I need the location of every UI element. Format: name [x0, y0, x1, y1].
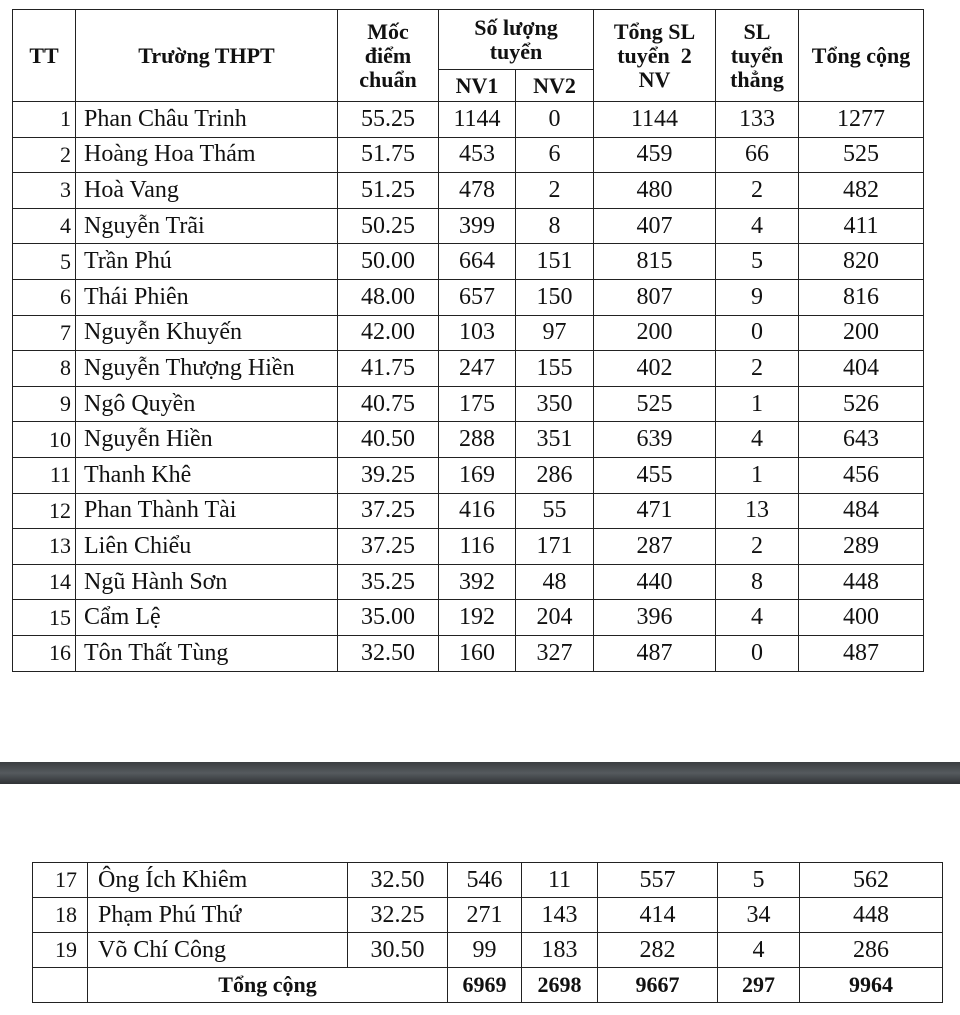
cell-total-2nv: 200 [594, 315, 716, 351]
cell-total-2nv: 287 [594, 529, 716, 565]
cell-total: 400 [799, 600, 924, 636]
cell-direct: 133 [716, 102, 799, 138]
header-total-2nv-line2: tuyển 2 [617, 42, 692, 68]
header-direct-line2: tuyển [730, 42, 784, 68]
cell-nv1: 103 [439, 315, 516, 351]
cell-total: 816 [799, 279, 924, 315]
table-row [13, 529, 924, 565]
cell-school: Võ Chí Công [88, 933, 348, 968]
cell-tt: 13 [13, 529, 76, 565]
cell-school: Ngũ Hành Sơn [76, 564, 338, 600]
cell-tt: 2 [13, 137, 76, 173]
cell-direct: 0 [716, 635, 799, 671]
cell-tt: 10 [13, 422, 76, 458]
cell-tt: 1 [13, 102, 76, 138]
cell-tt: 4 [13, 208, 76, 244]
cell-tt: 17 [33, 863, 88, 898]
cell-nv1: 160 [439, 635, 516, 671]
totals-label: Tổng cộng [88, 968, 448, 1003]
header-grand-total: Tổng cộng [799, 10, 924, 102]
cell-nv1: 546 [448, 863, 522, 898]
cell-total-2nv: 440 [594, 564, 716, 600]
cell-tt: 5 [13, 244, 76, 280]
cell-nv2: 351 [516, 422, 594, 458]
cell-direct: 2 [716, 173, 799, 209]
cell-tt: 7 [13, 315, 76, 351]
cell-direct: 2 [716, 351, 799, 387]
cell-direct: 4 [716, 422, 799, 458]
cell-direct: 1 [716, 457, 799, 493]
cell-cutoff: 51.25 [338, 173, 439, 209]
cell-nv1: 1144 [439, 102, 516, 138]
cell-direct: 9 [716, 279, 799, 315]
cell-school: Hoà Vang [76, 173, 338, 209]
cell-total-2nv: 807 [594, 279, 716, 315]
cell-school: Cẩm Lệ [76, 600, 338, 636]
cell-school: Phan Thành Tài [76, 493, 338, 529]
cell-cutoff: 32.25 [348, 898, 448, 933]
cell-cutoff: 32.50 [338, 635, 439, 671]
cell-total-2nv: 282 [598, 933, 718, 968]
cell-total-2nv: 455 [594, 457, 716, 493]
table-row [13, 457, 924, 493]
table-row [13, 564, 924, 600]
cell-tt: 18 [33, 898, 88, 933]
cell-cutoff: 37.25 [338, 493, 439, 529]
header-direct [716, 10, 799, 102]
cell-nv2: 55 [516, 493, 594, 529]
header-cutoff [338, 10, 439, 102]
cell-nv2: 350 [516, 386, 594, 422]
cell-total: 526 [799, 386, 924, 422]
cell-nv2: 48 [516, 564, 594, 600]
totals-direct: 297 [718, 968, 800, 1003]
cell-total-2nv: 480 [594, 173, 716, 209]
totals-tt-cell [33, 968, 88, 1003]
cell-total-2nv: 402 [594, 351, 716, 387]
header-nv2: NV2 [516, 70, 594, 102]
cell-tt: 9 [13, 386, 76, 422]
table-row [13, 279, 924, 315]
cell-school: Phan Châu Trinh [76, 102, 338, 138]
totals-row [33, 968, 943, 1003]
cell-nv1: 453 [439, 137, 516, 173]
cell-nv1: 657 [439, 279, 516, 315]
cell-total: 525 [799, 137, 924, 173]
cell-nv2: 8 [516, 208, 594, 244]
cell-tt: 19 [33, 933, 88, 968]
cell-nv1: 664 [439, 244, 516, 280]
cell-nv2: 327 [516, 635, 594, 671]
cell-school: Nguyễn Trãi [76, 208, 338, 244]
cell-total: 643 [799, 422, 924, 458]
cell-nv1: 399 [439, 208, 516, 244]
page-separator [0, 762, 960, 784]
cell-direct: 13 [716, 493, 799, 529]
table-row [13, 173, 924, 209]
header-school: Trường THPT [76, 10, 338, 102]
cell-direct: 0 [716, 315, 799, 351]
cell-total-2nv: 557 [598, 863, 718, 898]
cell-nv1: 192 [439, 600, 516, 636]
cell-nv1: 99 [448, 933, 522, 968]
cell-total: 448 [799, 564, 924, 600]
cell-school: Thái Phiên [76, 279, 338, 315]
header-cutoff-line2: điểm [364, 42, 412, 68]
header-quantity-line1: Số lượng [474, 14, 558, 40]
cell-nv2: 204 [516, 600, 594, 636]
table-row [13, 137, 924, 173]
cell-tt: 11 [13, 457, 76, 493]
cell-total: 404 [799, 351, 924, 387]
cell-school: Trần Phú [76, 244, 338, 280]
cell-total: 411 [799, 208, 924, 244]
cell-cutoff: 50.00 [338, 244, 439, 280]
cell-tt: 15 [13, 600, 76, 636]
header-cutoff-line1: Mốc [367, 18, 409, 44]
cell-total: 448 [800, 898, 943, 933]
header-direct-line3: thẳng [730, 66, 784, 92]
cell-nv2: 286 [516, 457, 594, 493]
cell-total-2nv: 471 [594, 493, 716, 529]
totals-nv1: 6969 [448, 968, 522, 1003]
cell-total-2nv: 487 [594, 635, 716, 671]
cell-cutoff: 32.50 [348, 863, 448, 898]
cell-cutoff: 50.25 [338, 208, 439, 244]
table-row [13, 351, 924, 387]
cell-tt: 6 [13, 279, 76, 315]
table-row [13, 600, 924, 636]
table-bottom-body [33, 863, 943, 968]
cell-nv2: 151 [516, 244, 594, 280]
cell-direct: 5 [718, 863, 800, 898]
table-row [33, 863, 943, 898]
table-row [13, 208, 924, 244]
header-nv1: NV1 [439, 70, 516, 102]
cell-direct: 34 [718, 898, 800, 933]
cell-direct: 4 [716, 208, 799, 244]
cell-total: 286 [800, 933, 943, 968]
cell-nv2: 183 [522, 933, 598, 968]
cell-total-2nv: 414 [598, 898, 718, 933]
cell-total-2nv: 407 [594, 208, 716, 244]
cell-school: Tôn Thất Tùng [76, 635, 338, 671]
cell-nv1: 478 [439, 173, 516, 209]
header-direct-line1: SL [743, 18, 771, 44]
cell-cutoff: 37.25 [338, 529, 439, 565]
cell-total: 820 [799, 244, 924, 280]
cell-total: 289 [799, 529, 924, 565]
header-total-2nv-line3: NV [638, 66, 671, 92]
cell-total-2nv: 459 [594, 137, 716, 173]
cell-school: Thanh Khê [76, 457, 338, 493]
cell-tt: 14 [13, 564, 76, 600]
table-row [13, 635, 924, 671]
cell-total: 1277 [799, 102, 924, 138]
header-quantity-line2: tuyển [489, 38, 543, 64]
cell-total: 562 [800, 863, 943, 898]
cell-cutoff: 39.25 [338, 457, 439, 493]
cell-total: 200 [799, 315, 924, 351]
cell-direct: 66 [716, 137, 799, 173]
cell-cutoff: 41.75 [338, 351, 439, 387]
cell-direct: 4 [718, 933, 800, 968]
cell-tt: 16 [13, 635, 76, 671]
table-row [33, 898, 943, 933]
cell-total-2nv: 815 [594, 244, 716, 280]
header-cutoff-line3: chuẩn [359, 66, 417, 92]
totals-total-2nv: 9667 [598, 968, 718, 1003]
cell-tt: 3 [13, 173, 76, 209]
table-row [13, 493, 924, 529]
cell-total-2nv: 1144 [594, 102, 716, 138]
admission-table-top [12, 9, 924, 672]
cell-nv1: 392 [439, 564, 516, 600]
cell-nv2: 0 [516, 102, 594, 138]
cell-direct: 8 [716, 564, 799, 600]
cell-nv2: 171 [516, 529, 594, 565]
cell-cutoff: 42.00 [338, 315, 439, 351]
table-row [13, 422, 924, 458]
cell-nv2: 97 [516, 315, 594, 351]
cell-nv2: 6 [516, 137, 594, 173]
table-row [33, 933, 943, 968]
cell-cutoff: 40.75 [338, 386, 439, 422]
cell-total: 482 [799, 173, 924, 209]
cell-cutoff: 48.00 [338, 279, 439, 315]
cell-direct: 5 [716, 244, 799, 280]
cell-nv1: 288 [439, 422, 516, 458]
header-total-2nv [594, 10, 716, 102]
cell-total-2nv: 639 [594, 422, 716, 458]
cell-school: Ông Ích Khiêm [88, 863, 348, 898]
cell-cutoff: 35.25 [338, 564, 439, 600]
cell-tt: 8 [13, 351, 76, 387]
cell-direct: 4 [716, 600, 799, 636]
cell-school: Hoàng Hoa Thám [76, 137, 338, 173]
cell-cutoff: 51.75 [338, 137, 439, 173]
cell-cutoff: 40.50 [338, 422, 439, 458]
totals-nv2: 2698 [522, 968, 598, 1003]
cell-nv1: 247 [439, 351, 516, 387]
cell-direct: 2 [716, 529, 799, 565]
cell-nv2: 150 [516, 279, 594, 315]
cell-nv1: 271 [448, 898, 522, 933]
admission-table-bottom [32, 862, 943, 1003]
cell-total: 456 [799, 457, 924, 493]
cell-direct: 1 [716, 386, 799, 422]
cell-school: Nguyễn Khuyến [76, 315, 338, 351]
cell-total-2nv: 396 [594, 600, 716, 636]
table-top-body [13, 102, 924, 672]
cell-nv2: 143 [522, 898, 598, 933]
header-quantity [439, 10, 594, 70]
cell-school: Phạm Phú Thứ [88, 898, 348, 933]
cell-total: 487 [799, 635, 924, 671]
header-total-2nv-line1: Tổng SL [613, 18, 696, 44]
cell-tt: 12 [13, 493, 76, 529]
table-row [13, 386, 924, 422]
cell-school: Nguyễn Hiền [76, 422, 338, 458]
cell-nv1: 175 [439, 386, 516, 422]
cell-school: Ngô Quyền [76, 386, 338, 422]
cell-cutoff: 35.00 [338, 600, 439, 636]
totals-grand: 9964 [800, 968, 943, 1003]
cell-cutoff: 55.25 [338, 102, 439, 138]
cell-nv1: 416 [439, 493, 516, 529]
table-row [13, 244, 924, 280]
table-row [13, 102, 924, 138]
cell-nv1: 169 [439, 457, 516, 493]
header-tt: TT [13, 10, 76, 102]
cell-nv2: 2 [516, 173, 594, 209]
cell-total: 484 [799, 493, 924, 529]
cell-total-2nv: 525 [594, 386, 716, 422]
cell-school: Nguyễn Thượng Hiền [76, 351, 338, 387]
cell-nv2: 155 [516, 351, 594, 387]
cell-nv2: 11 [522, 863, 598, 898]
cell-nv1: 116 [439, 529, 516, 565]
cell-school: Liên Chiểu [76, 529, 338, 565]
table-row [13, 315, 924, 351]
cell-cutoff: 30.50 [348, 933, 448, 968]
